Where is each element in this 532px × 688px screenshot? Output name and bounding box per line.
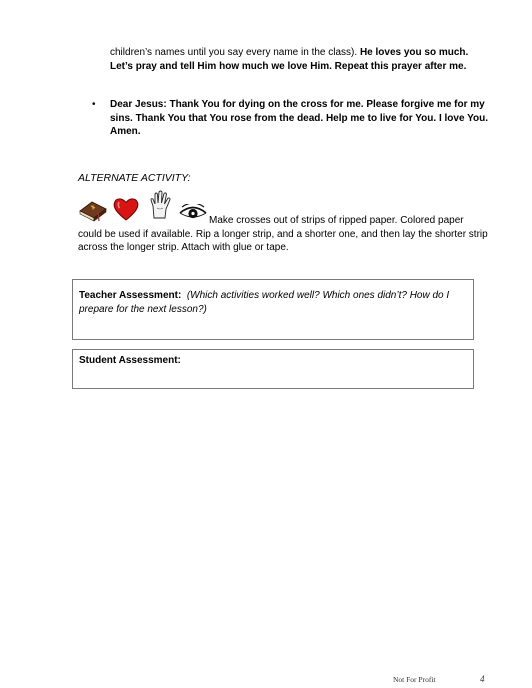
- prayer-text: Dear Jesus: Thank You for dying on the cross for me. Please forgive me for my sins. Thank You that You rose from the dead. Help me to live for You. I love You. Amen.: [110, 99, 489, 137]
- student-assessment-box: [72, 349, 474, 389]
- alternate-activity-text: Make crosses out of strips of ripped paper. Colored paper could be used if available. Rip a longer strip, and a shorter one, and then lay the shorter strip across the longer strip. Attach with glue or tape.: [78, 215, 488, 253]
- continuation-paragraph: [110, 46, 490, 73]
- page-number: 4: [480, 674, 485, 684]
- teacher-assessment-prompt: (Which activities worked well? Which ones didn’t? How do I prepare for the next lesson?): [79, 290, 450, 315]
- alternate-activity-heading: ALTERNATE ACTIVITY:: [78, 172, 191, 184]
- continuation-bold-text: He loves you so much. Let’s pray and tell Him how much we love Him. Repeat this prayer after me.: [110, 47, 469, 72]
- bullet-symbol: •: [92, 99, 96, 110]
- continuation-normal-text: children’s names until you say every name in the class).: [110, 47, 360, 58]
- teacher-assessment-label: Teacher Assessment:: [79, 290, 182, 301]
- teacher-assessment-box: [72, 279, 474, 340]
- student-assessment-label: Student Assessment:: [79, 355, 181, 366]
- footer-text: Not For Profit: [393, 675, 436, 684]
